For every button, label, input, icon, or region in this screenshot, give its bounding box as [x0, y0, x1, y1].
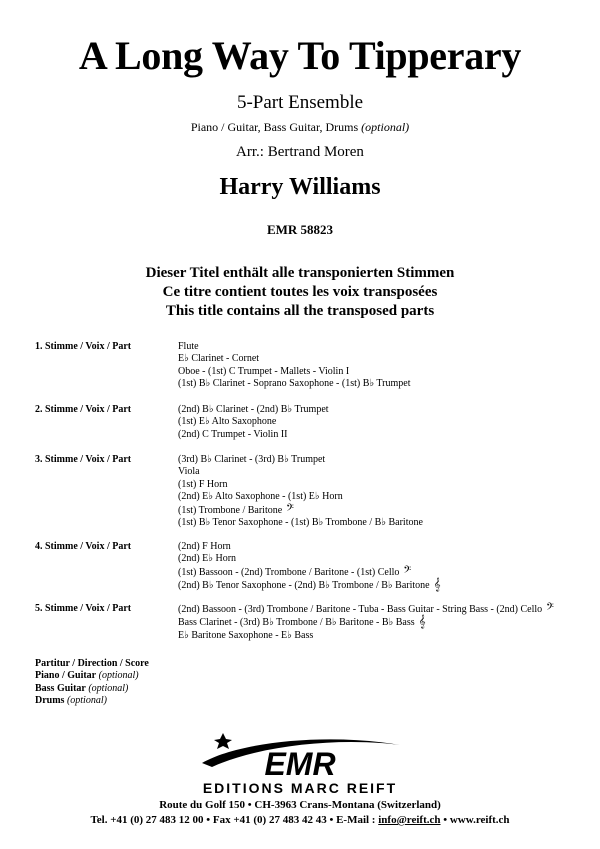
publisher-contact	[0, 814, 600, 826]
part-instrument: (1st) Bassoon - (2nd) Trombone / Baritone - (1st) Cello	[178, 566, 400, 578]
instrumentation-main: Piano / Guitar, Bass Guitar, Drums	[190, 120, 359, 134]
emr-logo	[150, 733, 450, 795]
catalog-number: EMR 58823	[266, 222, 334, 237]
piece-title: A Long Way To Tipperary	[78, 33, 522, 78]
logo-star-icon	[214, 733, 232, 749]
part-instrument: Bass Clarinet - (3rd) B♭ Trombone / B♭ Baritone - B♭ Bass	[178, 617, 415, 629]
part-instrument: (2nd) F Horn	[178, 541, 231, 552]
part-instrument-with-clef	[178, 563, 441, 579]
website-text: • www.reift.ch	[440, 814, 510, 826]
optional-note: (optional)	[98, 670, 139, 682]
bass-guitar-label: Bass Guitar	[35, 682, 86, 694]
part-instrument: (1st) Trombone / Baritone	[178, 504, 283, 516]
part-instrument: E♭ Clarinet - Cornet	[178, 353, 260, 365]
treble-clef-icon: 𝄞	[418, 614, 426, 629]
part-label: 3. Stimme / Voix / Part	[35, 454, 132, 465]
part-instrument-with-clef	[178, 579, 441, 592]
instrumentation-line	[0, 120, 600, 135]
part-instrument: (2nd) Bassoon - (3rd) Trombone / Baritone - Tuba - Bass Guitar - String Bass - (2nd) Cello	[178, 604, 543, 615]
part-instrument: (1st) F Horn	[178, 478, 228, 490]
treble-clef-icon: 𝄞	[433, 577, 441, 592]
contact-phone-fax: Tel. +41 (0) 27 483 12 00 • Fax +41 (0) 27 483 42 43 • E-Mail :	[90, 814, 379, 826]
additional-parts	[35, 658, 149, 708]
part-instrument: (2nd) B♭ Tenor Saxophone - (2nd) B♭ Trombone / B♭ Baritone	[178, 580, 430, 592]
score-label: Partitur / Direction / Score	[35, 658, 149, 669]
part-instrument: (1st) B♭ Tenor Saxophone - (1st) B♭ Trombone / B♭ Baritone	[178, 517, 423, 529]
part-instrument-with-clef	[178, 603, 554, 616]
part-instrument: E♭ Baritone Saxophone - E♭ Bass	[178, 629, 314, 641]
bass-clef-icon: 𝄢	[546, 601, 554, 615]
part-label: 5. Stimme / Voix / Part	[35, 603, 132, 614]
publisher-address: Route du Golf 150 • CH-3963 Crans-Montana (Switzerland)	[159, 799, 441, 811]
part-instruments	[178, 541, 441, 593]
part-instrument: (1st) B♭ Clarinet - Soprano Saxophone - (1st) B♭ Trumpet	[178, 378, 411, 390]
bass-clef-icon: 𝄢	[286, 501, 294, 516]
part-instruments	[178, 404, 329, 441]
part-instrument: (2nd) E♭ Horn	[178, 553, 237, 565]
notice-french: Ce titre contient toutes les voix transposées	[162, 284, 438, 300]
part-label: 2. Stimme / Voix / Part	[35, 404, 132, 415]
logo-mark: EMR	[264, 746, 336, 782]
publisher-name: EDITIONS MARC REIFT	[202, 780, 398, 795]
email-link[interactable]: info@reift.ch	[378, 814, 441, 826]
composer: Harry Williams	[219, 174, 381, 200]
optional-note: (optional)	[66, 695, 107, 707]
notice-german: Dieser Titel enthält alle transponierten Stimmen	[145, 265, 455, 281]
piano-guitar-label: Piano / Guitar	[35, 670, 97, 682]
part-label: 1. Stimme / Voix / Part	[35, 341, 132, 352]
part-instrument: (1st) E♭ Alto Saxophone	[178, 416, 277, 428]
ensemble-subtitle: 5-Part Ensemble	[236, 92, 364, 113]
part-instruments	[178, 341, 410, 391]
notice-english: This title contains all the transposed parts	[165, 303, 435, 319]
instrumentation-optional: (optional)	[361, 120, 410, 134]
part-label: 4. Stimme / Voix / Part	[35, 541, 132, 552]
part-instrument: Flute	[178, 341, 199, 352]
part-instrument: (2nd) B♭ Clarinet - (2nd) B♭ Trumpet	[178, 404, 329, 415]
transposed-parts-notice	[0, 264, 600, 321]
part-instrument: (2nd) C Trumpet - Violin II	[178, 428, 288, 440]
part-instrument-with-clef	[178, 616, 554, 629]
part-instrument: Viola	[178, 466, 200, 478]
drums-label: Drums	[35, 695, 65, 707]
bass-clef-icon: 𝄢	[403, 563, 412, 578]
part-instrument: (2nd) E♭ Alto Saxophone - (1st) E♭ Horn	[178, 491, 343, 503]
part-instruments	[178, 454, 423, 529]
part-instrument-with-clef	[178, 501, 423, 517]
optional-note: (optional)	[88, 682, 129, 694]
arranger: Arr.: Bertrand Moren	[236, 144, 364, 160]
part-instrument: (3rd) B♭ Clarinet - (3rd) B♭ Trumpet	[178, 454, 326, 465]
part-instruments	[178, 603, 554, 642]
part-instrument: Oboe - (1st) C Trumpet - Mallets - Violin I	[178, 365, 350, 377]
